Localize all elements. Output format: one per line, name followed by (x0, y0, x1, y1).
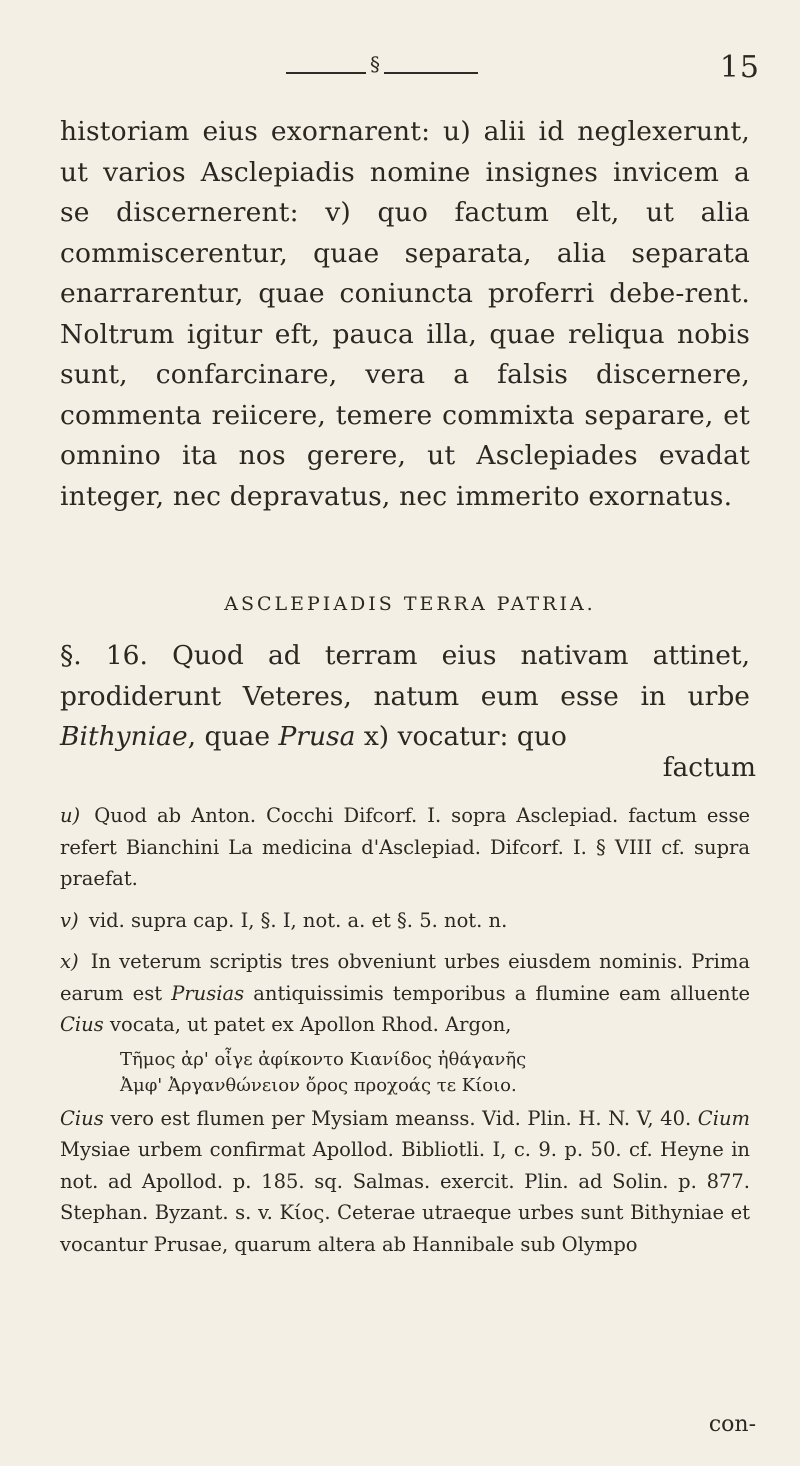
footnote-x-cius: Cius (60, 1013, 104, 1036)
footnote-x-continued (60, 1103, 750, 1261)
footnote-x-text-4: vero est flumen per Mysiam meanss. Vid. Plin. H. N. V, 40. (103, 1106, 698, 1130)
section-text-start: Quod ad terram eius nativam attinet, prodiderunt Veteres, natum eum esse in urbe (60, 640, 750, 712)
section-heading: ASCLEPIADIS TERRA PATRIA. (224, 593, 596, 615)
section-catchword: factum (662, 752, 756, 783)
footnote-u (60, 800, 750, 895)
footnote-x-text-3: vocata, ut patet ex Apollon Rhod. Argon, (103, 1013, 512, 1036)
page-number: 15 (719, 50, 760, 85)
section-word-prusa: Prusa (278, 721, 356, 752)
running-head (60, 50, 760, 98)
footnote-v (60, 905, 750, 937)
section-text-middle: , quae (187, 721, 279, 752)
footnote-v-mark: v) (60, 908, 79, 932)
footnote-u-mark: u) (60, 804, 81, 827)
header-ornament: § (366, 52, 384, 76)
book-page (60, 0, 760, 1466)
footnote-x-cium: Cium (697, 1106, 750, 1130)
body-paragraph: historiam eius exornarent: u) alii id neglexerunt, ut varios Asclepiadis nomine insignes invicem a se discernerent: v) quo factum elt, ut alia commiscerentur, quae separata, alia separata enarrarentur, quae coniuncta proferri debe-rent. Noltrum igitur eft, pauca illa, quae reliqua nobis sunt, confarcinare, vera a falsis discernere, commenta reiicere, temere commixta separare, et omnino ita nos gerere, ut Asclepiades evadat integer, nec depravatus, nec immerito exornatus. (60, 116, 750, 512)
footnote-x-text-5: Mysiae urbem confirmat Apollod. Bibliotli. I, c. 9. p. 50. cf. Heyne in not. ad Apollod. p. 185. sq. Salmas. exercit. Plin. ad Solin. p. 877. Stephan. Byzant. s. v. Κίος. Ceterae utraeque urbes sunt Bithyniae et vocantur Prusae, quarum altera ab Hannibale sub Olympo (60, 1138, 750, 1256)
footnote-x-text-2: antiquissimis temporibus a flumine eam alluente (244, 981, 750, 1005)
section-number: §. 16. (60, 640, 148, 671)
footnote-x (60, 946, 750, 1041)
footnote-x-prusias: Prusias (171, 981, 245, 1005)
section-word-bithyniae: Bithyniae (60, 721, 188, 752)
section-text-end: x) vocatur: quo (355, 721, 567, 752)
footnote-v-text: vid. supra cap. I, §. I, not. a. et §. 5. not. n. (88, 908, 508, 932)
footnote-x-text-1: In veterum scriptis tres obveniunt urbes eiusdem nominis. Prima earum est (60, 950, 750, 1005)
footnote-u-text: Quod ab Anton. Cocchi Difcorf. I. sopra Asclepiad. factum esse refert Bianchini La medicina d'Asclepiad. Difcorf. I. § VIII cf. supra praefat. (60, 804, 750, 890)
footnote-x-greek-line-1: Τῆμος ἀρ' οἶγε ἀφίκοντο Κιανίδος ἠθάγανῆς (120, 1048, 527, 1070)
footnote-x-cius-2: Cius (60, 1106, 104, 1130)
footnotes (60, 800, 750, 1270)
footnote-x-greek-line-2: Ἀμφ' Ἀργανθώνειον ὄρος προχοάς τε Κίοιο. (120, 1074, 517, 1096)
section-paragraph (60, 636, 750, 758)
footnote-catchword: con- (708, 1412, 756, 1437)
footnote-x-mark: x) (60, 950, 79, 973)
